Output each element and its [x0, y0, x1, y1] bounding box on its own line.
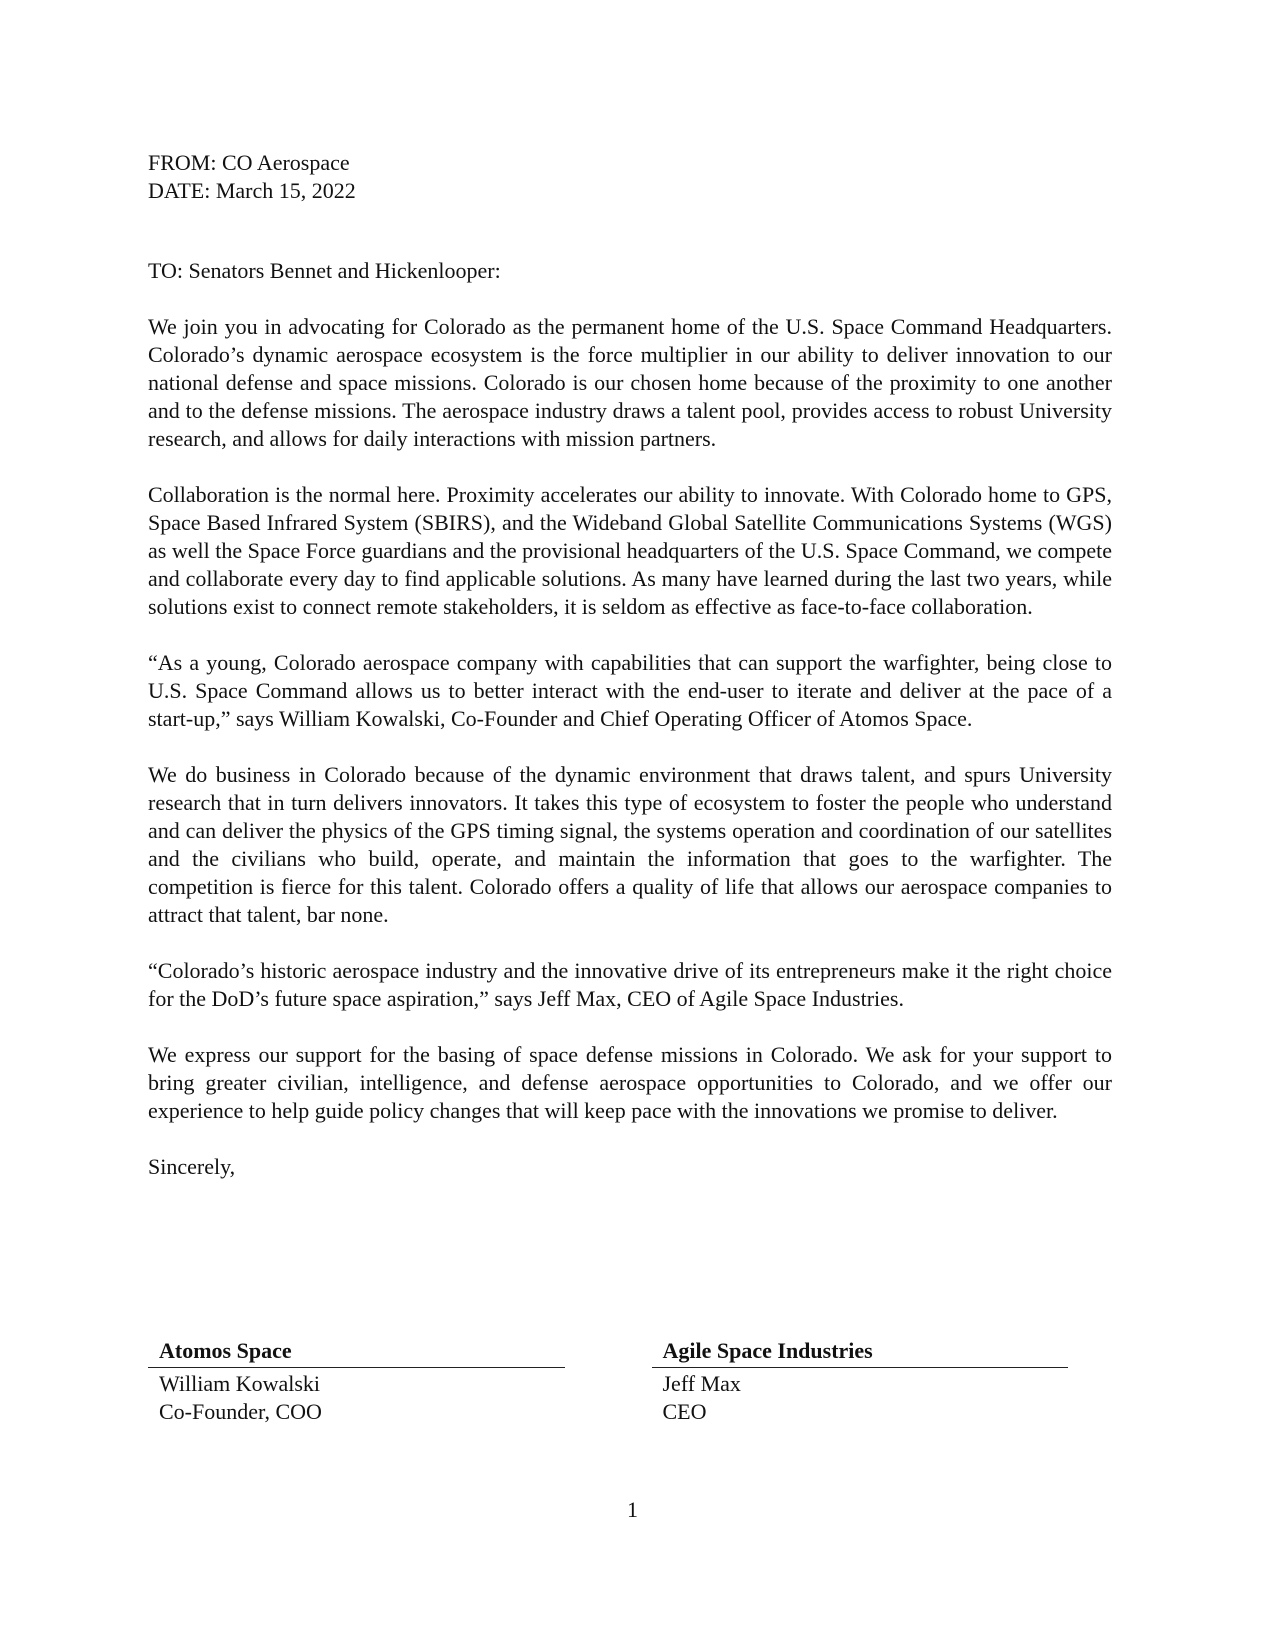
- signature-name: William Kowalski: [159, 1371, 321, 1396]
- signature-title: Co-Founder, COO: [159, 1399, 322, 1424]
- signature-section: [148, 1337, 1068, 1426]
- signature-block-atomos: [148, 1337, 565, 1426]
- from-line: FROM: CO Aerospace: [148, 150, 350, 175]
- closing: Sincerely,: [148, 1154, 236, 1179]
- paragraph-intro: We join you in advocating for Colorado as the permanent home of the U.S. Space Command Headquarters. Colorado’s dynamic aerospace ecosystem is the force multiplier in our ability to deliver innovation to our national defense and space missions. Colorado is our chosen home because of the proximity to one another and to the defense missions. The aerospace industry draws a talent pool, provides access to robust University research, and allows for daily interactions with mission partners.: [148, 314, 1112, 451]
- salutation: TO: Senators Bennet and Hickenlooper:: [148, 258, 501, 283]
- paragraph-support: We express our support for the basing of space defense missions in Colorado. We ask for your support to bring greater civilian, intelligence, and defense aerospace opportunities to Colorado, and we offer our experience to help guide policy changes that will keep pace with the innovations we promise to deliver.: [148, 1042, 1112, 1123]
- signature-org: Agile Space Industries: [652, 1337, 1069, 1368]
- paragraph-quote-atomos: “As a young, Colorado aerospace company with capabilities that can support the warfighter, being close to U.S. Space Command allows us to better interact with the end-user to iterate and deliver at the pace of a start-up,” says William Kowalski, Co-Founder and Chief Operating Officer of Atomos Space.: [148, 650, 1112, 731]
- signature-org: Atomos Space: [148, 1337, 565, 1368]
- page-number: 1: [627, 1497, 638, 1522]
- letter-body: [148, 149, 1112, 1181]
- paragraph-quote-agile: “Colorado’s historic aerospace industry and the innovative drive of its entrepreneurs make it the right choice for the DoD’s future space aspiration,” says Jeff Max, CEO of Agile Space Industries.: [148, 958, 1112, 1011]
- signature-title: CEO: [662, 1399, 707, 1424]
- paragraph-business: We do business in Colorado because of the dynamic environment that draws talent, and spurs University research that in turn delivers innovators. It takes this type of ecosystem to foster the people who understand and can deliver the physics of the GPS timing signal, the systems operation and coordination of our satellites and the civilians who build, operate, and maintain the information that goes to the warfighter. The competition is fierce for this talent. Colorado offers a quality of life that allows our aerospace companies to attract that talent, bar none.: [148, 762, 1112, 927]
- paragraph-collaboration: Collaboration is the normal here. Proximity accelerates our ability to innovate. With Colorado home to GPS, Space Based Infrared System (SBIRS), and the Wideband Global Satellite Communications Systems (WGS) as well the Space Force guardians and the provisional headquarters of the U.S. Space Command, we compete and collaborate every day to find applicable solutions. As many have learned during the last two years, while solutions exist to connect remote stakeholders, it is seldom as effective as face-to-face collaboration.: [148, 482, 1112, 619]
- signature-block-agile: [652, 1337, 1069, 1426]
- date-line: DATE: March 15, 2022: [148, 178, 356, 203]
- signature-name: Jeff Max: [662, 1371, 741, 1396]
